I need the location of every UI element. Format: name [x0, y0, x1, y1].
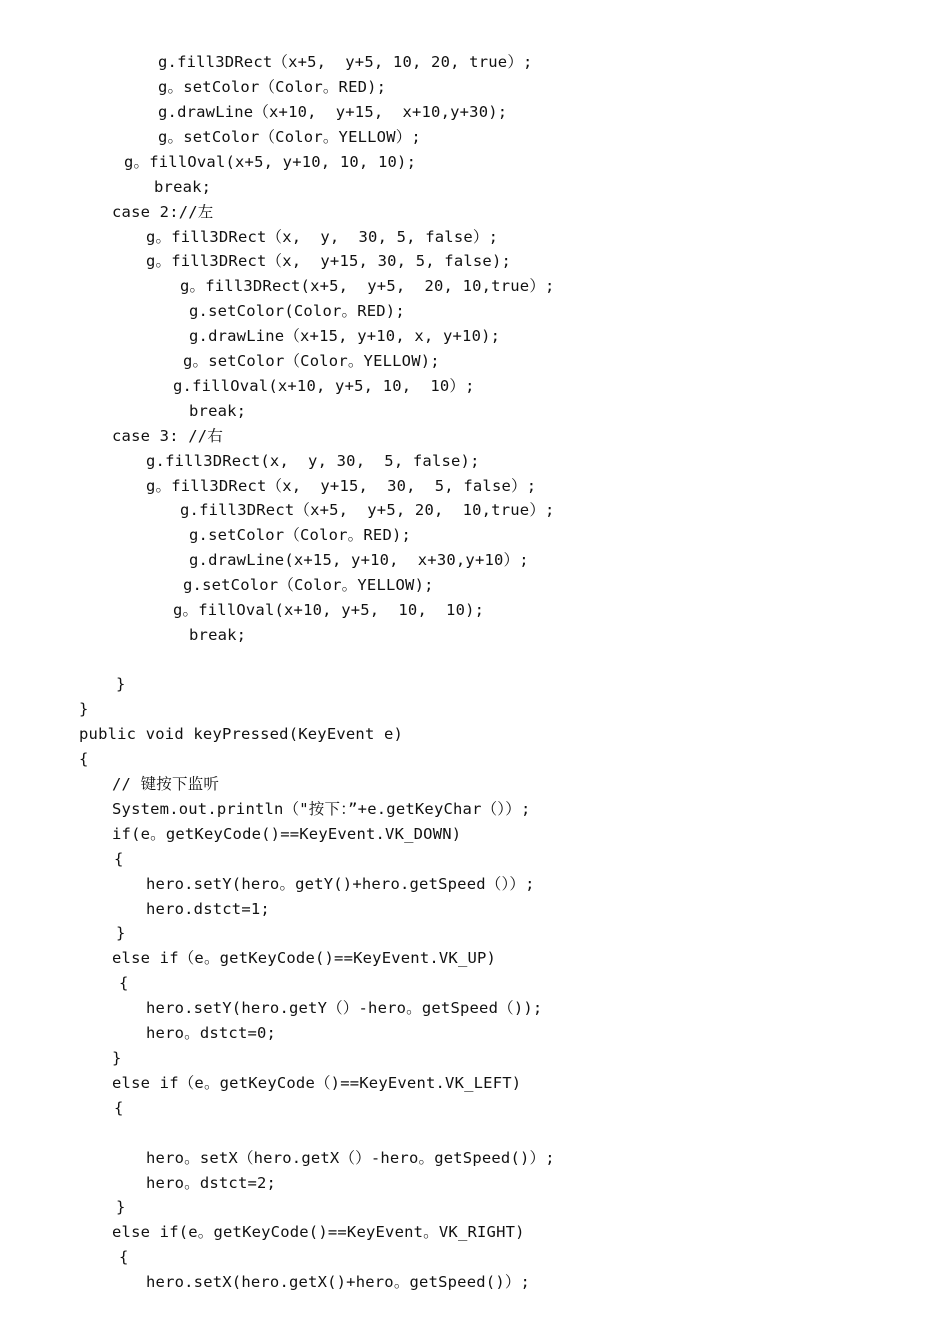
code-line: else if(e。getKeyCode()==KeyEvent。VK_RIGHT): [112, 1223, 525, 1241]
code-line: hero。setX（hero.getX（）-hero。getSpeed()）;: [146, 1149, 555, 1167]
code-line: g。fillOval(x+5, y+10, 10, 10);: [124, 153, 417, 171]
code-line: g。fill3DRect（x, y+15, 30, 5, false）;: [146, 477, 537, 495]
code-line: hero。dstct=0;: [146, 1024, 277, 1042]
code-line: g。fill3DRect（x, y+15, 30, 5, false);: [146, 252, 512, 270]
code-line: hero.setY(hero。getY()+hero.getSpeed（））;: [146, 875, 535, 893]
code-line: {: [114, 850, 124, 868]
code-line: g.drawLine(x+15, y+10, x+30,y+10）;: [189, 551, 529, 569]
code-line: else if（e。getKeyCode（)==KeyEvent.VK_LEFT): [112, 1074, 522, 1092]
code-line: System.out.println（"按下：”+e.getKeyChar（））;: [112, 800, 531, 818]
code-line: g。setColor（Color。YELLOW);: [183, 352, 440, 370]
code-line: case 3: //右: [112, 427, 224, 445]
code-line: g.setColor(Color。RED);: [189, 302, 405, 320]
code-line: hero。dstct=2;: [146, 1174, 277, 1192]
code-line: else if（e。getKeyCode()==KeyEvent.VK_UP): [112, 949, 497, 967]
code-line: {: [119, 974, 129, 992]
code-line: // 键按下监听: [112, 775, 220, 793]
code-line: public void keyPressed(KeyEvent e): [79, 725, 404, 743]
code-line: hero.setY(hero.getY（）-hero。getSpeed（));: [146, 999, 543, 1017]
code-line: g.setColor（Color。YELLOW);: [183, 576, 434, 594]
code-line: case 2://左: [112, 203, 214, 221]
code-line: g.setColor（Color。RED);: [189, 526, 412, 544]
code-line: g.fill3DRect（x+5, y+5, 20, 10,true）;: [180, 501, 555, 519]
code-line: if(e。getKeyCode()==KeyEvent.VK_DOWN): [112, 825, 462, 843]
code-line: g.fill3DRect(x, y, 30, 5, false);: [146, 452, 480, 470]
code-line: g。setColor（Color。RED);: [158, 78, 387, 96]
code-line: }: [116, 675, 126, 693]
code-line: g。fill3DRect（x, y, 30, 5, false）;: [146, 228, 499, 246]
code-line: }: [116, 1198, 126, 1216]
code-line: g.fillOval(x+10, y+5, 10, 10）;: [173, 377, 475, 395]
code-line: {: [79, 750, 89, 768]
code-line: g。setColor（Color。YELLOW）;: [158, 128, 421, 146]
code-line: hero.dstct=1;: [146, 900, 270, 918]
code-line: g.drawLine（x+10, y+15, x+10,y+30);: [158, 103, 508, 121]
code-line: {: [114, 1099, 124, 1117]
code-line: g。fill3DRect(x+5, y+5, 20, 10,true）;: [180, 277, 555, 295]
code-line: break;: [189, 402, 247, 420]
code-line: {: [119, 1248, 129, 1266]
code-line: }: [116, 924, 126, 942]
code-line: g。fillOval(x+10, y+5, 10, 10);: [173, 601, 485, 619]
code-line: break;: [154, 178, 212, 196]
code-line: g.fill3DRect（x+5, y+5, 10, 20, true）;: [158, 53, 533, 71]
code-line: hero.setX(hero.getX()+hero。getSpeed()）;: [146, 1273, 531, 1291]
code-line: break;: [189, 626, 247, 644]
code-line: }: [79, 700, 89, 718]
code-line: }: [112, 1049, 122, 1067]
code-line: g.drawLine（x+15, y+10, x, y+10);: [189, 327, 501, 345]
